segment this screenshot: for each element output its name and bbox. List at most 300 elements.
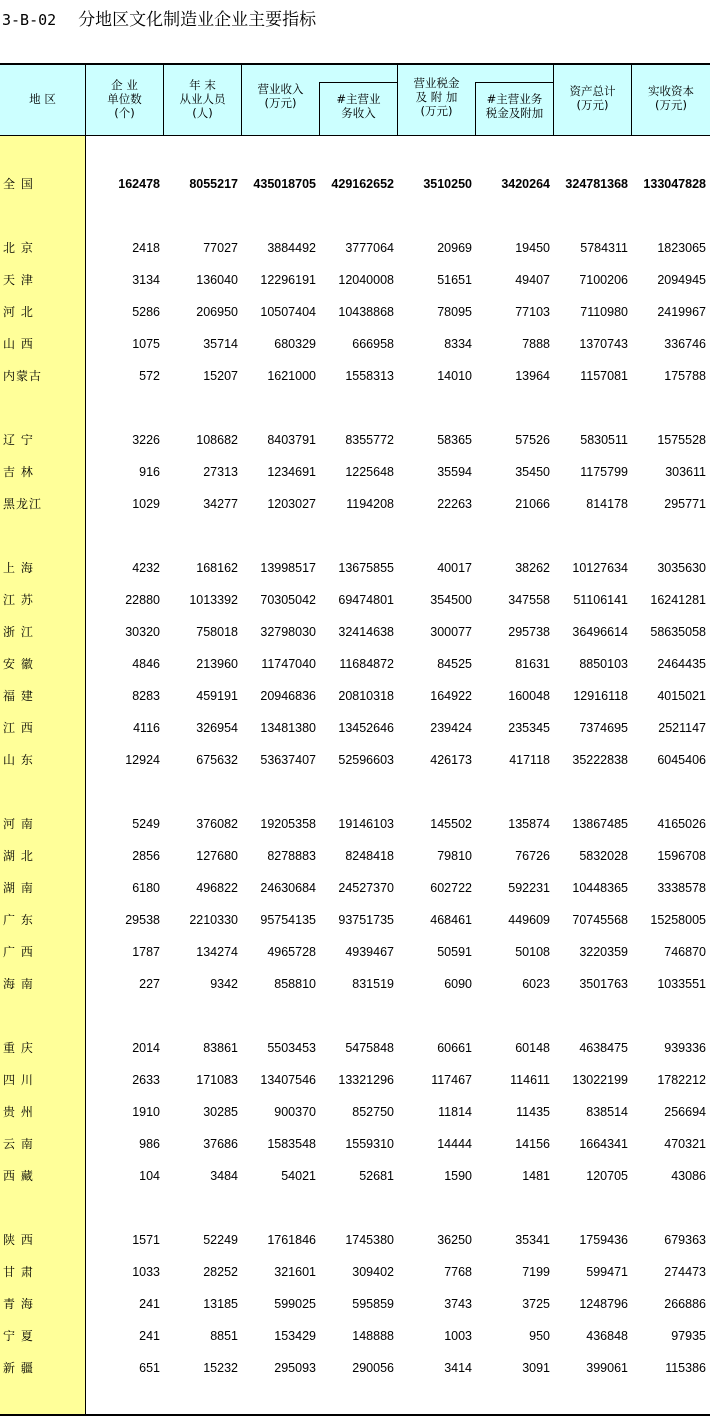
table-cell: 1910 — [132, 1105, 160, 1119]
table-cell: 4232 — [132, 561, 160, 575]
table-cell: 8355772 — [345, 433, 394, 447]
region-name: 湖 北 — [3, 849, 34, 863]
table-cell: 40017 — [437, 561, 472, 575]
table-row — [0, 1036, 710, 1060]
table-cell: 9342 — [210, 977, 238, 991]
table-cell: 496822 — [196, 881, 238, 895]
region-name: 河 北 — [3, 305, 34, 319]
table-row — [0, 684, 710, 708]
table-cell: 162478 — [118, 177, 160, 191]
region-name: 青 海 — [3, 1297, 34, 1311]
table-row — [0, 332, 710, 356]
table-cell: 4939467 — [345, 945, 394, 959]
table-title: 分地区文化制造业企业主要指标 — [78, 10, 317, 30]
table-cell: 58365 — [437, 433, 472, 447]
header-employees-line3: (人) — [192, 106, 213, 120]
table-cell: 900370 — [274, 1105, 316, 1119]
table-cell: 2014 — [132, 1041, 160, 1055]
table-cell: 20946836 — [260, 689, 316, 703]
table-cell: 1003 — [444, 1329, 472, 1343]
table-cell: 13407546 — [260, 1073, 316, 1087]
header-tax-line2: 及 附 加 — [415, 90, 458, 104]
table-cell: 8403791 — [267, 433, 316, 447]
table-cell: 7888 — [522, 337, 550, 351]
table-cell: 30320 — [125, 625, 160, 639]
table-cell: 227 — [139, 977, 160, 991]
table-cell: 5249 — [132, 817, 160, 831]
table-cell: 1248796 — [579, 1297, 628, 1311]
table-cell: 2419967 — [657, 305, 706, 319]
revenue-subheader-line — [320, 82, 397, 83]
table-cell: 58635058 — [650, 625, 706, 639]
table-cell: 6045406 — [657, 753, 706, 767]
table-cell: 3510250 — [423, 177, 472, 191]
header-paid-in-capital-line2: (万元) — [655, 98, 687, 112]
table-cell: 20810318 — [338, 689, 394, 703]
header-divider-4 — [397, 64, 398, 136]
table-cell: 1583548 — [267, 1137, 316, 1151]
table-cell: 3035630 — [657, 561, 706, 575]
table-cell: 449609 — [508, 913, 550, 927]
table-code: 3-B-02 — [2, 11, 57, 29]
table-row — [0, 1292, 710, 1316]
table-cell: 3420264 — [501, 177, 550, 191]
table-cell: 19146103 — [338, 817, 394, 831]
table-cell: 2521147 — [658, 721, 706, 735]
bottom-border — [0, 1414, 710, 1416]
table-cell: 135874 — [508, 817, 550, 831]
table-cell: 838514 — [586, 1105, 628, 1119]
table-cell: 2633 — [132, 1073, 160, 1087]
table-cell: 8851 — [210, 1329, 238, 1343]
table-cell: 602722 — [430, 881, 472, 895]
table-cell: 11814 — [438, 1105, 472, 1119]
region-name: 四 川 — [3, 1073, 34, 1087]
table-cell: 758018 — [196, 625, 238, 639]
region-name: 吉 林 — [3, 465, 34, 479]
table-cell: 336746 — [664, 337, 706, 351]
region-name: 西 藏 — [3, 1169, 34, 1183]
table-cell: 1664341 — [579, 1137, 628, 1151]
table-cell: 12040008 — [338, 273, 394, 287]
table-cell: 12296191 — [260, 273, 316, 287]
table-cell: 468461 — [430, 913, 472, 927]
table-cell: 52596603 — [338, 753, 394, 767]
table-cell: 1029 — [132, 497, 160, 511]
region-name: 内蒙古 — [3, 369, 43, 383]
table-row — [0, 748, 710, 772]
table-cell: 108682 — [196, 433, 238, 447]
table-row — [0, 460, 710, 484]
table-cell: 83861 — [203, 1041, 238, 1055]
table-cell: 4015021 — [657, 689, 706, 703]
table-cell: 136040 — [196, 273, 238, 287]
region-name: 北 京 — [3, 241, 34, 255]
region-name: 黑龙江 — [3, 497, 43, 511]
table-cell: 679363 — [664, 1233, 706, 1247]
table-cell: 164922 — [430, 689, 472, 703]
table-cell: 13675855 — [338, 561, 394, 575]
table-cell: 321601 — [274, 1265, 316, 1279]
table-cell: 3725 — [522, 1297, 550, 1311]
table-cell: 7768 — [444, 1265, 472, 1279]
table-cell: 3091 — [522, 1361, 550, 1375]
table-cell: 5286 — [132, 305, 160, 319]
region-name: 江 西 — [3, 721, 34, 735]
table-cell: 115386 — [665, 1361, 706, 1375]
table-cell: 5832028 — [579, 849, 628, 863]
header-divider-7 — [631, 64, 632, 136]
table-row — [0, 972, 710, 996]
region-name: 山 西 — [3, 337, 34, 351]
table-cell: 1596708 — [657, 849, 706, 863]
table-cell: 1575528 — [657, 433, 706, 447]
table-cell: 831519 — [352, 977, 394, 991]
table-cell: 266886 — [664, 1297, 706, 1311]
table-cell: 8334 — [444, 337, 472, 351]
table-cell: 5784311 — [580, 241, 628, 255]
table-cell: 3884492 — [267, 241, 316, 255]
table-cell: 6090 — [444, 977, 472, 991]
header-divider-6 — [553, 64, 554, 136]
table-cell: 60661 — [437, 1041, 472, 1055]
region-name: 广 西 — [3, 945, 34, 959]
table-cell: 852750 — [352, 1105, 394, 1119]
table-row — [0, 1132, 710, 1156]
table-row — [0, 1324, 710, 1348]
table-cell: 2856 — [132, 849, 160, 863]
header-revenue-line2: (万元) — [264, 96, 297, 110]
header-paid-in-capital — [632, 64, 710, 135]
table-cell: 3414 — [444, 1361, 472, 1375]
table-cell: 4165026 — [657, 817, 706, 831]
table-cell: 3484 — [210, 1169, 238, 1183]
table-cell: 239424 — [430, 721, 472, 735]
table-cell: 376082 — [196, 817, 238, 831]
table-cell: 274473 — [664, 1265, 706, 1279]
table-cell: 22880 — [125, 593, 160, 607]
table-cell: 175788 — [664, 369, 706, 383]
table-row — [0, 588, 710, 612]
table-cell: 22263 — [437, 497, 472, 511]
table-cell: 43086 — [671, 1169, 706, 1183]
table-cell: 1157081 — [580, 369, 628, 383]
table-cell: 78095 — [437, 305, 472, 319]
table-cell: 104 — [139, 1169, 160, 1183]
header-divider-1 — [163, 64, 164, 136]
table-row — [0, 492, 710, 516]
table-cell: 1033551 — [657, 977, 706, 991]
table-cell: 1761846 — [267, 1233, 316, 1247]
table-cell: 24630684 — [260, 881, 316, 895]
table-cell: 15207 — [203, 369, 238, 383]
table-cell: 13964 — [515, 369, 550, 383]
table-cell: 52249 — [203, 1233, 238, 1247]
header-main-tax-line2: 税金及附加 — [485, 106, 544, 120]
table-cell: 12924 — [125, 753, 160, 767]
table-row — [0, 1260, 710, 1284]
table-row — [0, 1068, 710, 1092]
table-cell: 1745380 — [345, 1233, 394, 1247]
table-cell: 95754135 — [260, 913, 316, 927]
table-cell: 399061 — [586, 1361, 628, 1375]
table-cell: 1234691 — [267, 465, 316, 479]
table-cell: 4116 — [133, 721, 160, 735]
table-cell: 54021 — [281, 1169, 316, 1183]
table-row — [0, 300, 710, 324]
table-cell: 10507404 — [260, 305, 316, 319]
header-region: 地 区 — [0, 64, 85, 135]
table-cell: 5503453 — [267, 1041, 316, 1055]
table-cell: 1225648 — [345, 465, 394, 479]
table-cell: 599471 — [586, 1265, 628, 1279]
region-name: 福 建 — [3, 689, 34, 703]
table-row — [0, 428, 710, 452]
table-cell: 84525 — [437, 657, 472, 671]
table-cell: 572 — [139, 369, 160, 383]
table-cell: 7100206 — [579, 273, 628, 287]
table-cell: 14156 — [515, 1137, 550, 1151]
header-enterprise-count-line3: (个) — [114, 106, 135, 120]
table-cell: 53637407 — [260, 753, 316, 767]
table-cell: 435018705 — [253, 177, 316, 191]
table-row — [0, 364, 710, 388]
table-cell: 651 — [139, 1361, 160, 1375]
table-cell: 11435 — [516, 1105, 550, 1119]
table-cell: 6023 — [522, 977, 550, 991]
table-row — [0, 268, 710, 292]
table-cell: 50108 — [515, 945, 550, 959]
header-enterprise-count-line2: 单位数 — [107, 92, 142, 106]
table-row — [0, 844, 710, 868]
region-name: 辽 宁 — [3, 433, 34, 447]
table-cell: 13321296 — [338, 1073, 394, 1087]
header-total-assets-line1: 资产总计 — [569, 84, 616, 98]
table-cell: 1823065 — [657, 241, 706, 255]
table-cell: 24527370 — [338, 881, 394, 895]
table-cell: 16241281 — [650, 593, 706, 607]
table-row — [0, 236, 710, 260]
table-cell: 14010 — [437, 369, 472, 383]
table-cell: 8283 — [132, 689, 160, 703]
table-cell: 28252 — [203, 1265, 238, 1279]
table-cell: 429162652 — [331, 177, 394, 191]
table-cell: 14444 — [437, 1137, 472, 1151]
table-cell: 858810 — [274, 977, 316, 991]
header-main-tax-line1: #主营业务 — [486, 92, 543, 106]
table-row — [0, 940, 710, 964]
table-cell: 1590 — [444, 1169, 472, 1183]
header-employees-line1: 年 末 — [189, 78, 216, 92]
table-cell: 303611 — [665, 465, 706, 479]
table-cell: 1787 — [132, 945, 160, 959]
table-cell: 1013392 — [189, 593, 238, 607]
table-cell: 1782212 — [657, 1073, 706, 1087]
table-cell: 117467 — [431, 1073, 472, 1087]
table-cell: 153429 — [274, 1329, 316, 1343]
table-cell: 1194208 — [346, 497, 394, 511]
table-cell: 300077 — [430, 625, 472, 639]
table-cell: 81631 — [515, 657, 550, 671]
table-cell: 746870 — [664, 945, 706, 959]
table-cell: 77027 — [203, 241, 238, 255]
table-cell: 3338578 — [657, 881, 706, 895]
table-cell: 986 — [139, 1137, 160, 1151]
table-cell: 939336 — [664, 1041, 706, 1055]
table-cell: 6180 — [132, 881, 160, 895]
table-cell: 77103 — [515, 305, 550, 319]
header-enterprise-count — [86, 64, 163, 135]
table-cell: 4965728 — [267, 945, 316, 959]
table-cell: 1481 — [522, 1169, 550, 1183]
table-cell: 1558313 — [345, 369, 394, 383]
table-cell: 12916118 — [573, 689, 628, 703]
table-cell: 36496614 — [572, 625, 628, 639]
table-cell: 35341 — [515, 1233, 550, 1247]
table-row — [0, 812, 710, 836]
header-total-assets — [554, 64, 631, 135]
table-cell: 2464435 — [657, 657, 706, 671]
table-cell: 324781368 — [565, 177, 628, 191]
header-bottom-border — [0, 135, 710, 136]
table-cell: 950 — [529, 1329, 550, 1343]
table-cell: 29538 — [125, 913, 160, 927]
table-cell: 19450 — [515, 241, 550, 255]
table-cell: 459191 — [196, 689, 238, 703]
table-cell: 13022199 — [572, 1073, 628, 1087]
table-cell: 15258005 — [650, 913, 706, 927]
table-cell: 52681 — [359, 1169, 394, 1183]
table-cell: 49407 — [515, 273, 550, 287]
table-cell: 38262 — [515, 561, 550, 575]
region-name: 海 南 — [3, 977, 34, 991]
table-cell: 35594 — [437, 465, 472, 479]
table-cell: 916 — [139, 465, 160, 479]
table-cell: 134274 — [196, 945, 238, 959]
table-cell: 2210330 — [189, 913, 238, 927]
table-cell: 8055217 — [189, 177, 238, 191]
header-employees-line2: 从业人员 — [179, 92, 226, 106]
table-cell: 168162 — [196, 561, 238, 575]
table-cell: 13867485 — [572, 817, 628, 831]
table-cell: 5475848 — [345, 1041, 394, 1055]
table-cell: 235345 — [508, 721, 550, 735]
table-cell: 79810 — [437, 849, 472, 863]
table-cell: 36250 — [437, 1233, 472, 1247]
region-name: 贵 州 — [3, 1105, 34, 1119]
table-cell: 10438868 — [338, 305, 394, 319]
table-cell: 133047828 — [643, 177, 706, 191]
table-cell: 4638475 — [579, 1041, 628, 1055]
table-cell: 35222838 — [572, 753, 628, 767]
table-cell: 354500 — [430, 593, 472, 607]
table-cell: 13998517 — [260, 561, 316, 575]
table-cell: 20969 — [437, 241, 472, 255]
table-cell: 70305042 — [260, 593, 316, 607]
region-name: 安 徽 — [3, 657, 34, 671]
table-row — [0, 1164, 710, 1188]
region-name: 江 苏 — [3, 593, 34, 607]
table-cell: 11684872 — [339, 657, 394, 671]
table-cell: 309402 — [352, 1265, 394, 1279]
table-cell: 114611 — [510, 1073, 550, 1087]
table-cell: 680329 — [274, 337, 316, 351]
table-cell: 69474801 — [338, 593, 394, 607]
header-main-revenue-line1: #主营业 — [336, 92, 381, 106]
table-cell: 13481380 — [260, 721, 316, 735]
table-cell: 37686 — [203, 1137, 238, 1151]
table-cell: 50591 — [437, 945, 472, 959]
table-cell: 1621000 — [267, 369, 316, 383]
header-paid-in-capital-line1: 实收资本 — [648, 84, 694, 98]
table-cell: 35450 — [515, 465, 550, 479]
header-divider-2 — [241, 64, 242, 136]
table-cell: 32414638 — [338, 625, 394, 639]
table-cell: 11747040 — [261, 657, 316, 671]
table-row — [0, 1356, 710, 1380]
table-cell: 295771 — [664, 497, 706, 511]
table-cell: 675632 — [196, 753, 238, 767]
table-cell: 120705 — [586, 1169, 628, 1183]
table-cell: 7199 — [522, 1265, 550, 1279]
table-cell: 1559310 — [345, 1137, 394, 1151]
table-cell: 1203027 — [267, 497, 316, 511]
region-name: 陕 西 — [3, 1233, 34, 1247]
table-cell: 1075 — [132, 337, 160, 351]
table-row — [0, 1228, 710, 1252]
header-employees — [164, 64, 241, 135]
table-cell: 295738 — [508, 625, 550, 639]
table-cell: 2094945 — [657, 273, 706, 287]
table-cell: 21066 — [515, 497, 550, 511]
header-enterprise-count-line1: 企 业 — [111, 78, 138, 92]
region-column-background — [0, 136, 85, 1415]
table-cell: 8278883 — [267, 849, 316, 863]
table-cell: 10448365 — [572, 881, 628, 895]
table-row — [0, 876, 710, 900]
header-total-assets-line2: (万元) — [576, 98, 609, 112]
header-tax-line3: (万元) — [420, 104, 453, 118]
table-cell: 814178 — [586, 497, 628, 511]
page-title — [2, 6, 316, 34]
table-cell: 34277 — [203, 497, 238, 511]
top-border — [0, 63, 710, 65]
table-cell: 70745568 — [572, 913, 628, 927]
table-cell: 3134 — [132, 273, 160, 287]
table-cell: 27313 — [203, 465, 238, 479]
table-cell: 295093 — [274, 1361, 316, 1375]
table-cell: 51651 — [437, 273, 472, 287]
header-divider-5 — [475, 82, 476, 136]
header-main-revenue-line2: 务收入 — [341, 106, 376, 120]
table-row — [0, 556, 710, 580]
region-name: 山 东 — [3, 753, 34, 767]
table-cell: 35714 — [203, 337, 238, 351]
table-cell: 60148 — [515, 1041, 550, 1055]
table-cell: 592231 — [508, 881, 550, 895]
region-name: 广 东 — [3, 913, 34, 927]
table-cell: 2418 — [132, 241, 160, 255]
table-cell: 241 — [139, 1329, 160, 1343]
table-cell: 32798030 — [260, 625, 316, 639]
table-cell: 8248418 — [345, 849, 394, 863]
table-cell: 1175799 — [580, 465, 628, 479]
header-divider-3 — [319, 82, 320, 136]
region-name: 全 国 — [3, 177, 34, 191]
table-cell: 1370743 — [579, 337, 628, 351]
table-cell: 7110980 — [580, 305, 628, 319]
table-cell: 51106141 — [573, 593, 628, 607]
